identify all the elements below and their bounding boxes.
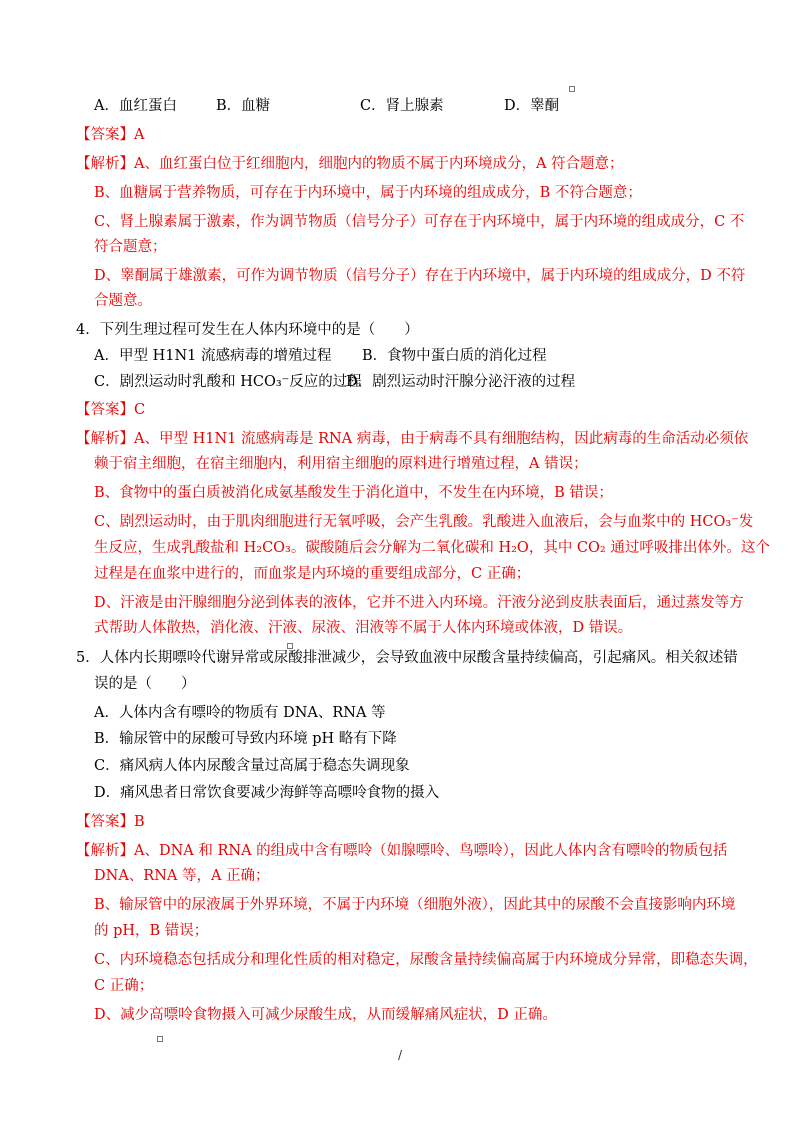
q4-option-c: C．剧烈运动时乳酸和 HCO₃⁻反应的过程 <box>94 374 362 390</box>
q3-analysis-line: 【解析】A、血红蛋白位于红细胞内，细胞内的物质不属于内环境成分，A 符合题意； <box>76 156 624 172</box>
q4-stem: 4．下列生理过程可发生在人体内环境中的是（ ） <box>76 322 419 338</box>
q4-option-a: A．甲型 H1N1 流感病毒的增殖过程 <box>94 348 332 364</box>
q5-analysis-line: C 正确； <box>94 978 154 994</box>
q5-analysis-line: D、减少高嘌呤食物摄入可减少尿酸生成，从而缓解痛风症状，D 正确。 <box>94 1007 557 1023</box>
q4-analysis-line: 过程是在血浆中进行的，而血浆是内环境的重要组成部分，C 正确； <box>94 566 531 582</box>
q4-answer: 【答案】C <box>76 402 146 418</box>
q3-analysis-line: B、血糖属于营养物质，可存在于内环境中，属于内环境的组成成分，B 不符合题意； <box>94 185 642 201</box>
q3-option-c: C．肾上腺素 <box>360 98 444 114</box>
q3-analysis-line: D、睾酮属于雄激素，可作为调节物质（信号分子）存在于内环境中，属于内环境的组成成分，D 不符 <box>94 268 746 284</box>
q4-analysis-line: B、食物中的蛋白质被消化成氨基酸发生于消化道中，不发生在内环境，B 错误； <box>94 485 613 501</box>
q5-analysis-line: 【解析】A、DNA 和 RNA 的组成中含有嘌呤（如腺嘌呤、鸟嘌呤），因此人体内含有嘌呤的物质包括 <box>76 843 728 859</box>
q3-option-d: D．睾酮 <box>504 98 560 114</box>
q5-analysis-line: 的 pH，B 错误； <box>94 923 209 939</box>
q5-option-d: D．痛风患者日常饮食要减少海鲜等高嘌呤食物的摄入 <box>94 785 440 801</box>
q4-analysis-line: D、汗液是由汗腺细胞分泌到体表的液体，它并不进入内环境。汗液分泌到皮肤表面后，通过蒸发等方 <box>94 595 744 611</box>
q5-option-c: C．痛风病人体内尿酸含量过高属于稳态失调现象 <box>94 758 410 774</box>
q4-analysis-line: 【解析】A、甲型 H1N1 流感病毒是 RNA 病毒，由于病毒不具有细胞结构，因此病毒的生命活动必须依 <box>76 431 749 447</box>
q4-option-d: D．剧烈运动时汗腺分泌汗液的过程 <box>346 374 576 390</box>
q3-option-b: B．血糖 <box>216 98 271 114</box>
q5-answer: 【答案】B <box>76 814 145 830</box>
q3-analysis-line: 符合题意； <box>94 239 167 255</box>
q5-analysis-line: C、内环境稳态包括成分和理化性质的相对稳定，尿酸含量持续偏高属于内环境成分异常，即稳态失调， <box>94 952 758 968</box>
q5-option-b: B．输尿管中的尿酸可导致内环境 pH 略有下降 <box>94 731 397 747</box>
q4-analysis-line: 赖于宿主细胞，在宿主细胞内，利用宿主细胞的原料进行增殖过程，A 错误； <box>94 456 588 472</box>
q4-analysis-line: 式帮助人体散热，消化液、汗液、尿液、泪液等不属于人体内环境或体液，D 错误。 <box>94 620 633 636</box>
q4-analysis-line: C、剧烈运动时，由于肌肉细胞进行无氧呼吸，会产生乳酸。乳酸进入血液后，会与血浆中的 HCO₃⁻发 <box>94 514 754 530</box>
q4-analysis-line: 生反应，生成乳酸盐和 H₂CO₃。碳酸随后会分解为二氧化碳和 H₂O，其中 CO₂ 通过呼吸排出体外。这个 <box>94 540 770 556</box>
q3-analysis-line: C、肾上腺素属于激素，作为调节物质（信号分子）可存在于内环境中，属于内环境的组成成分，C 不 <box>94 214 745 230</box>
q3-option-a: A．血红蛋白 <box>94 98 177 114</box>
artifact-mark-bottom <box>157 1036 163 1042</box>
q5-stem-line: 5．人体内长期嘌呤代谢异常或尿酸排泄减少，会导致血液中尿酸含量持续偏高，引起痛风。相关叙述错 <box>76 650 738 666</box>
q5-analysis-line: B、输尿管中的尿液属于外界环境，不属于内环境（细胞外液），因此其中的尿酸不会直接影响内环境 <box>94 897 736 913</box>
q4-option-b: B．食物中蛋白质的消化过程 <box>362 348 547 364</box>
q5-analysis-line: DNA、RNA 等，A 正确； <box>94 868 270 884</box>
q3-answer: 【答案】A <box>76 127 145 143</box>
q5-stem-line: 误的是（ ） <box>94 676 196 692</box>
q3-analysis-line: 合题意。 <box>94 293 152 309</box>
q5-option-a: A．人体内含有嘌呤的物质有 DNA、RNA 等 <box>94 705 386 721</box>
artifact-mark-top <box>569 86 575 92</box>
page-footer: / <box>398 1048 403 1062</box>
